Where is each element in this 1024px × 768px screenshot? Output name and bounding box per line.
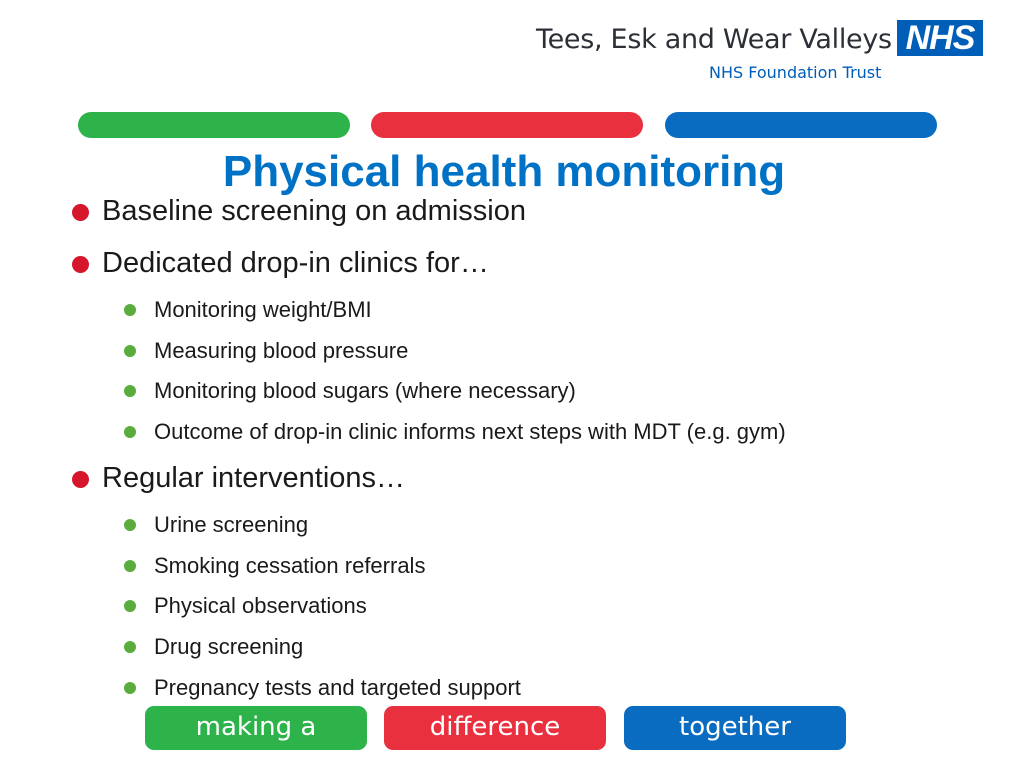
page-title: Physical health monitoring — [222, 147, 786, 196]
bullet-text: Drug screening — [154, 634, 304, 659]
bullet-text: Physical observations — [154, 593, 367, 618]
bullet-text: Outcome of drop-in clinic informs next steps with MDT (e.g. gym) — [154, 419, 786, 444]
green-bullet-icon — [124, 682, 136, 694]
green-bullet-icon — [124, 641, 136, 653]
bullet-text: Pregnancy tests and targeted support — [154, 675, 521, 700]
green-bullet-icon — [124, 304, 136, 316]
org-name: Tees, Esk and Wear Valleys — [536, 24, 892, 55]
red-bullet-icon — [72, 204, 89, 221]
green-bullet-icon — [124, 560, 136, 572]
org-subtitle: NHS Foundation Trust — [709, 63, 882, 82]
footer-pill-together: together — [624, 706, 846, 750]
green-bullet-icon — [124, 385, 136, 397]
footer-pill-difference: difference — [384, 706, 606, 750]
footer-pill-making-a: making a — [145, 706, 367, 750]
bullet-text: Urine screening — [154, 512, 309, 537]
red-bullet-icon — [72, 256, 89, 273]
bullet-text: Baseline screening on admission — [102, 195, 526, 227]
bullet-text: Regular interventions… — [102, 462, 406, 494]
green-bullet-icon — [124, 426, 136, 438]
green-bullet-icon — [124, 600, 136, 612]
red-bullet-icon — [72, 471, 89, 488]
bullet-text: Measuring blood pressure — [154, 338, 409, 363]
bullet-text: Monitoring weight/BMI — [154, 297, 372, 322]
bullet-text: Dedicated drop-in clinics for… — [102, 247, 489, 279]
nhs-logo: NHS — [897, 20, 983, 56]
bullet-text: Smoking cessation referrals — [154, 553, 426, 578]
bullet-text: Monitoring blood sugars (where necessary) — [154, 378, 576, 403]
green-bullet-icon — [124, 519, 136, 531]
green-bullet-icon — [124, 345, 136, 357]
